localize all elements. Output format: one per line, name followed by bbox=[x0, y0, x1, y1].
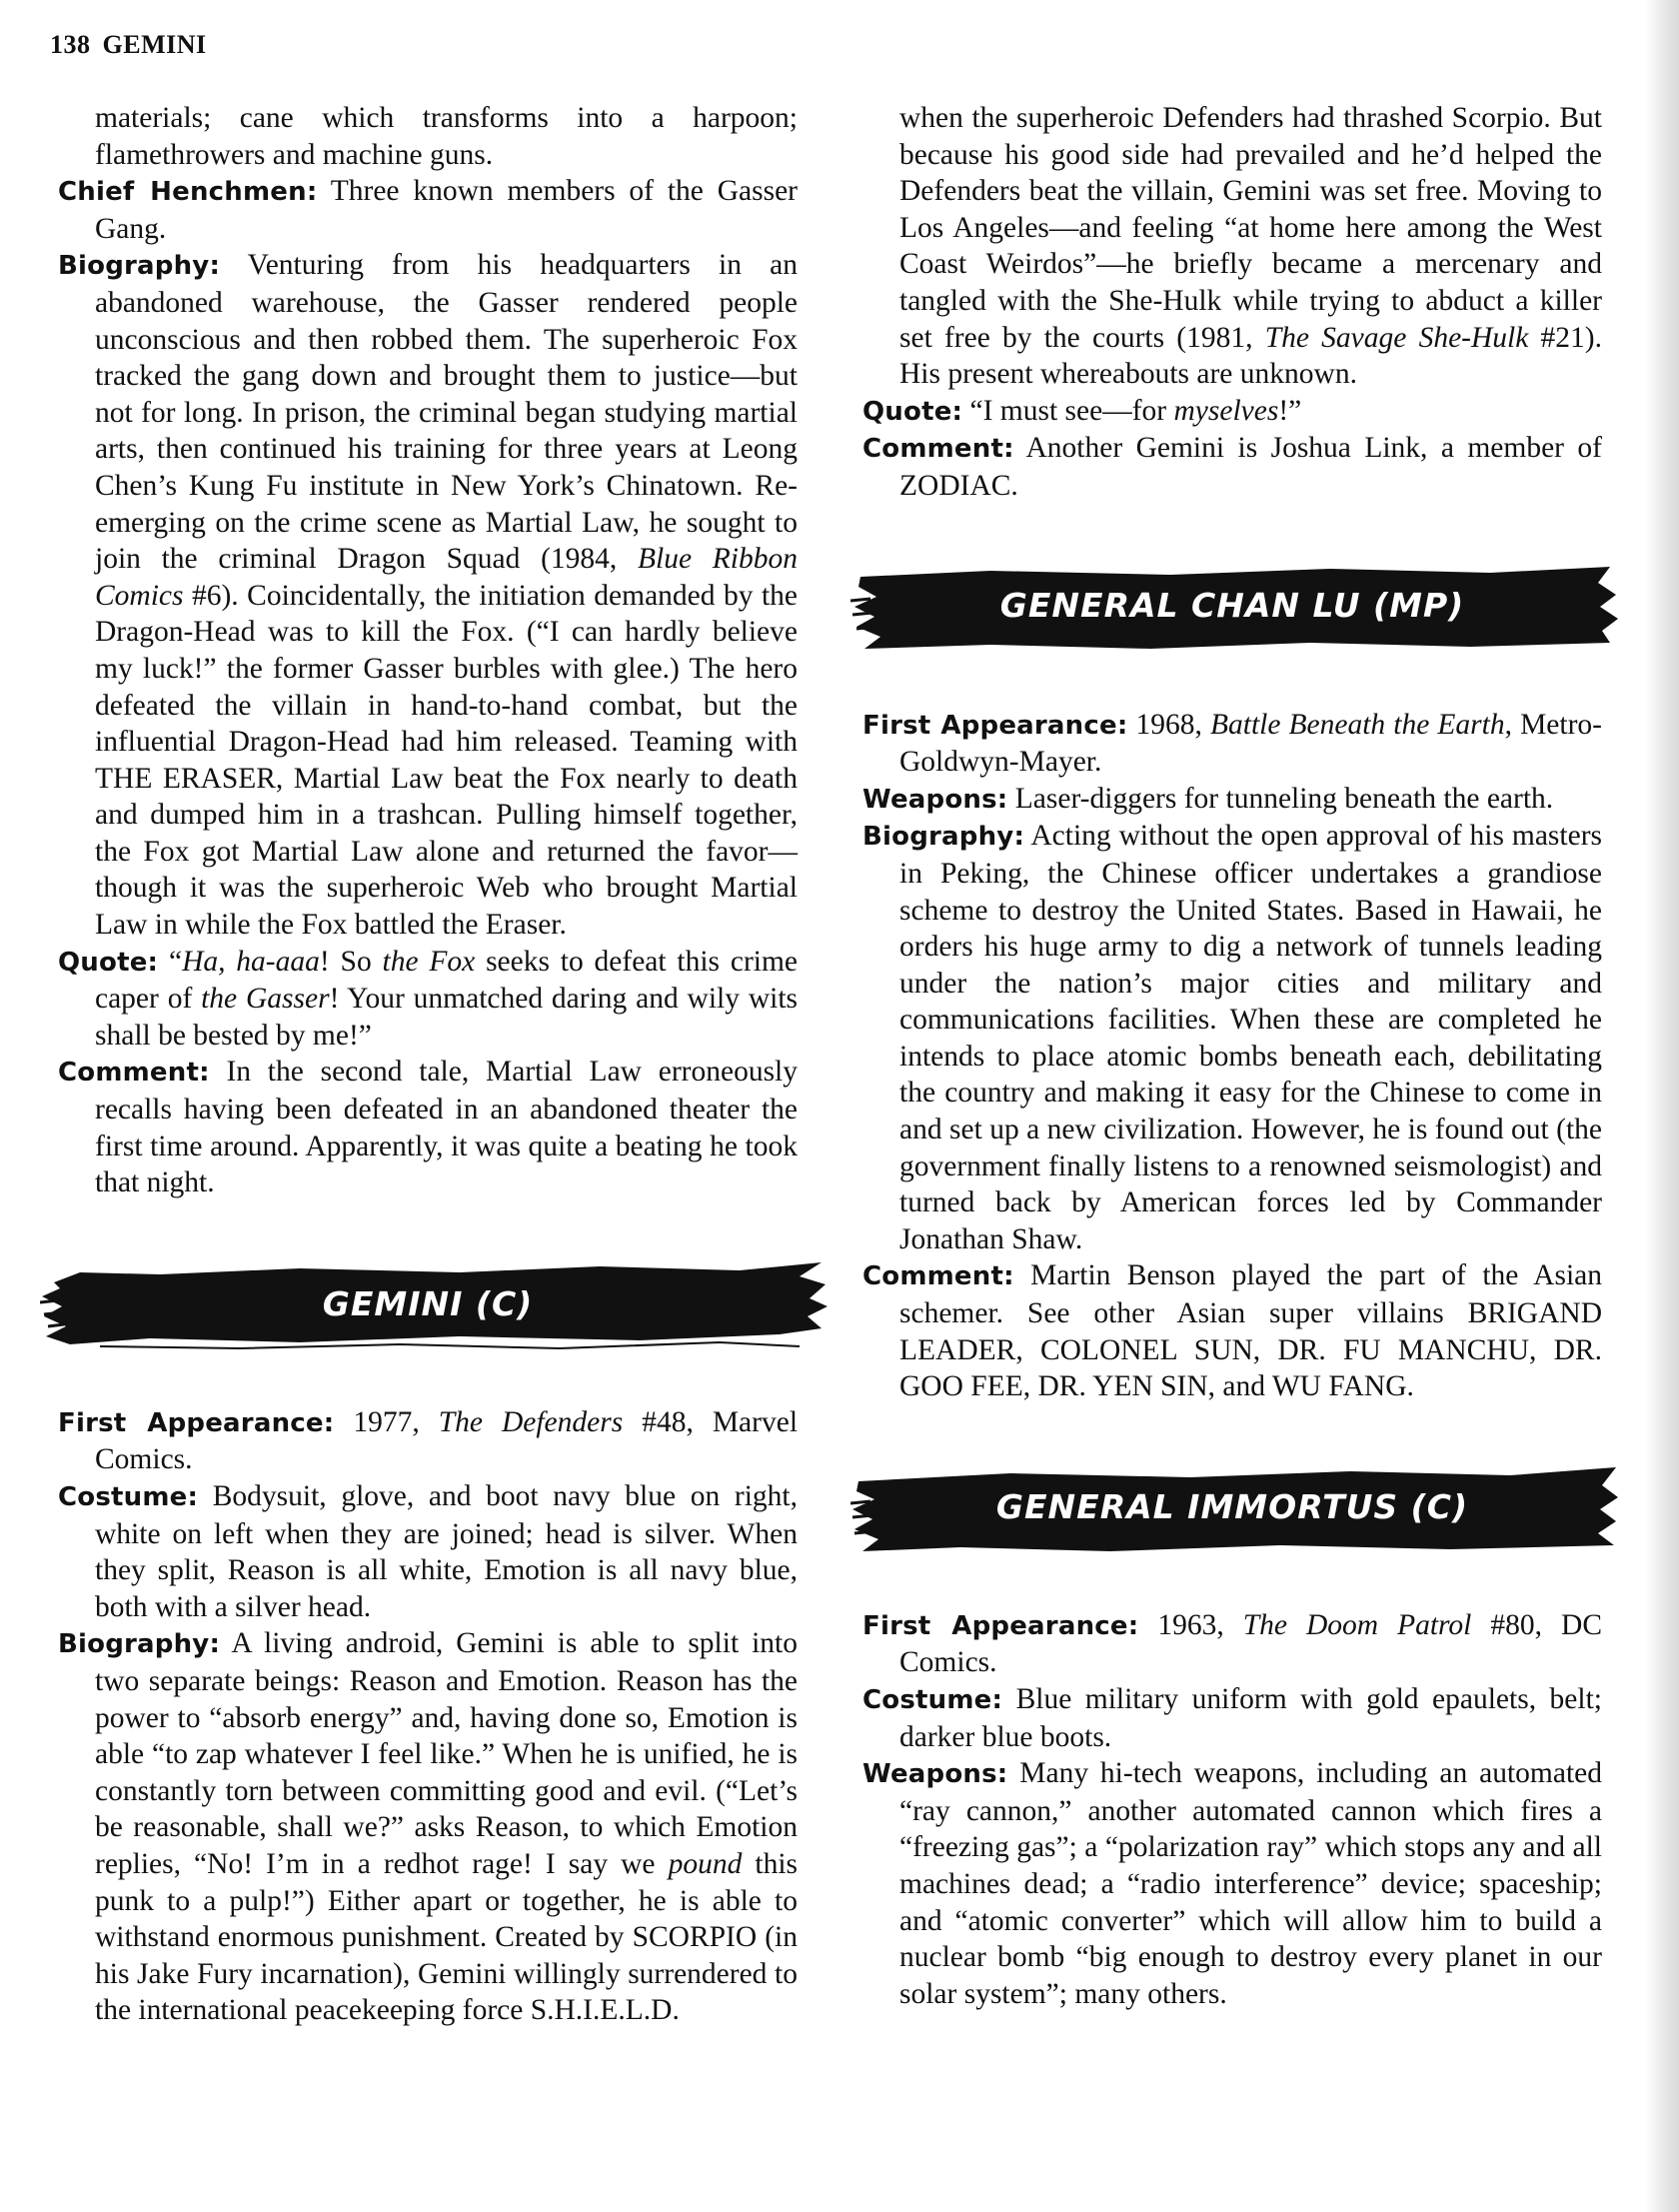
running-head bbox=[50, 30, 207, 60]
page-number: 138 bbox=[50, 30, 91, 59]
section-banner-general-immortus bbox=[862, 1457, 1602, 1557]
costume-entry: Costume: Bodysuit, glove, and boot navy blue on right, white on left when they are joined; head is silver. When they split, Reason is all white, Emotion is all navy blue, both with a silver head. bbox=[58, 1480, 798, 1623]
comment-entry: Comment: Another Gemini is Joshua Link, a member of ZODIAC. bbox=[862, 432, 1602, 502]
field-label: Weapons: bbox=[862, 1759, 1008, 1790]
field-label: Quote: bbox=[862, 396, 963, 427]
first-appearance-entry: First Appearance: 1977, The Defenders #48, Marvel Comics. bbox=[58, 1405, 799, 1476]
right-column bbox=[862, 100, 1602, 2012]
field-label: Costume: bbox=[862, 1685, 1003, 1715]
left-column bbox=[58, 100, 798, 2029]
comment-entry: Comment: In the second tale, Martial Law erroneously recalls having been defeated in an abandoned theater the first time around. Apparently, it was quite a beating he took that night. bbox=[58, 1056, 798, 1199]
comment-entry: Comment: Martin Benson played the part of the Asian schemer. See other Asian super villains BRIGAND LEADER, COLONEL SUN, DR. FU MANCHU, DR. GOO FEE, DR. YEN SIN, and WU FANG. bbox=[862, 1259, 1602, 1403]
quote-entry: Quote: “Ha, ha-aaa! So the Fox seeks to defeat this crime caper of the Gasser! Your unmatched daring and wily wits shall be bested by me!” bbox=[58, 945, 799, 1052]
field-label: First Appearance: bbox=[862, 1610, 1139, 1641]
chief-henchmen-entry: Chief Henchmen: Three known members of the Gasser Gang. bbox=[58, 175, 798, 245]
field-label: Weapons: bbox=[862, 784, 1008, 815]
first-appearance-entry: First Appearance: 1963, The Doom Patrol #80, DC Comics. bbox=[862, 1608, 1603, 1679]
field-label: Chief Henchmen: bbox=[58, 177, 318, 208]
field-label: Comment: bbox=[862, 434, 1014, 465]
page-edge-shadow bbox=[1645, 0, 1679, 2212]
biography-entry: Biography: A living android, Gemini is able to split into two separate beings: Reason and Emotion. Reason has the power to “absorb energy” and, having done so, Emotion is able “to zap whatever I feel like.” When he is unified, he is constantly torn between committing good and evil. (“Let’s be reasonable, shall we?” asks Reason, to which Emotion replies, “No! I’m in a redhot rage! I say we pound this punk to a pulp!”) Either apart or together, he is able to withstand enormous punishment. Created by SCORPIO (in his Jake Fury incarnation), Gemini willingly surrendered to the international peacekeeping force S.H.I.E.L.D. bbox=[58, 1627, 798, 2027]
field-label: Comment: bbox=[58, 1058, 210, 1089]
field-label: Comment: bbox=[862, 1261, 1014, 1292]
section-banner-general-chan-lu bbox=[862, 557, 1602, 657]
section-title: GENERAL IMMORTUS (C) bbox=[995, 1486, 1469, 1526]
section-banner-gemini bbox=[58, 1254, 798, 1354]
biography-entry: Biography: Acting without the open approval of his masters in Peking, the Chinese officer undertakes a grandiose scheme to destroy the United States. Based in Hawaii, he orders his huge army to dig a network of tunnels leading under the nation’s major cities and military and communications facilities. When these are completed he intends to place atomic bombs beneath each, debilitating the country and making it easy for the Chinese to come in and set up a new civilization. However, he is found out (the government finally listens to a renowned seismologist) and turned back by American forces led by Commander Jonathan Shaw. bbox=[862, 820, 1602, 1255]
running-title: GEMINI bbox=[102, 30, 207, 59]
field-label: Biography: bbox=[58, 1629, 221, 1660]
quote-entry: Quote: “I must see—for myselves!” bbox=[862, 394, 1302, 427]
field-label: First Appearance: bbox=[58, 1407, 335, 1438]
field-label: Quote: bbox=[58, 947, 159, 978]
field-label: Biography: bbox=[862, 822, 1025, 853]
section-title: GENERAL CHAN LU (MP) bbox=[999, 586, 1465, 626]
field-label: Biography: bbox=[58, 251, 221, 282]
weapons-entry: Weapons: Many hi-tech weapons, including an automated “ray cannon,” another automated cannon which fires a “freezing gas”; a “polarization ray” which stops any and all machines dead; a “radio interference” device; spaceship; and “atomic converter” which will allow him to build a nuclear bomb “big enough to destroy every planet in our solar system”; many others. bbox=[862, 1757, 1602, 2010]
biography-continuation: when the superheroic Defenders had thrashed Scorpio. But because his good side had prevailed and he’d helped the Defenders beat the villain, Gemini was set free. Moving to Los Angeles—and feeling “at home here among the West Coast Weirdos”—he briefly became a mercenary and tangled with the She-Hulk while trying to abduct a killer set free by the courts (1981, The Savage She-Hulk #21). His present whereabouts are unknown. bbox=[899, 102, 1603, 391]
biography-entry: Biography: Venturing from his headquarters in an abandoned warehouse, the Gasser rendered people unconscious and then robbed them. The superheroic Fox tracked the gang down and brought them to justice—but not for long. In prison, the criminal began studying martial arts, then continued his training for three years at Leong Chen’s Kung Fu institute in New York’s Chinatown. Re-emerging on the crime scene as Martial Law, he sought to join the criminal Dragon Squad (1984, Blue Ribbon Comics #6). Coincidentally, the initiation demanded by the Dragon-Head was to kill the Fox. (“I can hardly believe my luck!” the former Gasser burbles with glee.) The hero defeated the villain in hand-to-hand combat, but the influential Dragon-Head had him released. Teaming with THE ERASER, Martial Law beat the Fox nearly to death and dumped him in a trashcan. Pulling himself together, the Fox got Martial Law alone and returned the favor—though it was the superheroic Web who brought Martial Law in while the Fox battled the Eraser. bbox=[58, 249, 798, 942]
weapons-entry: Weapons: Laser-diggers for tunneling beneath the earth. bbox=[862, 782, 1554, 815]
section-title: GEMINI (C) bbox=[322, 1283, 534, 1323]
field-label: Costume: bbox=[58, 1482, 199, 1512]
weapons-continuation: materials; cane which transforms into a harpoon; flamethrowers and machine guns. bbox=[95, 102, 798, 171]
first-appearance-entry: First Appearance: 1968, Battle Beneath the Earth, Metro-Goldwyn-Mayer. bbox=[862, 708, 1602, 779]
field-label: First Appearance: bbox=[862, 710, 1128, 741]
costume-entry: Costume: Blue military uniform with gold epaulets, belt; darker blue boots. bbox=[862, 1683, 1602, 1753]
